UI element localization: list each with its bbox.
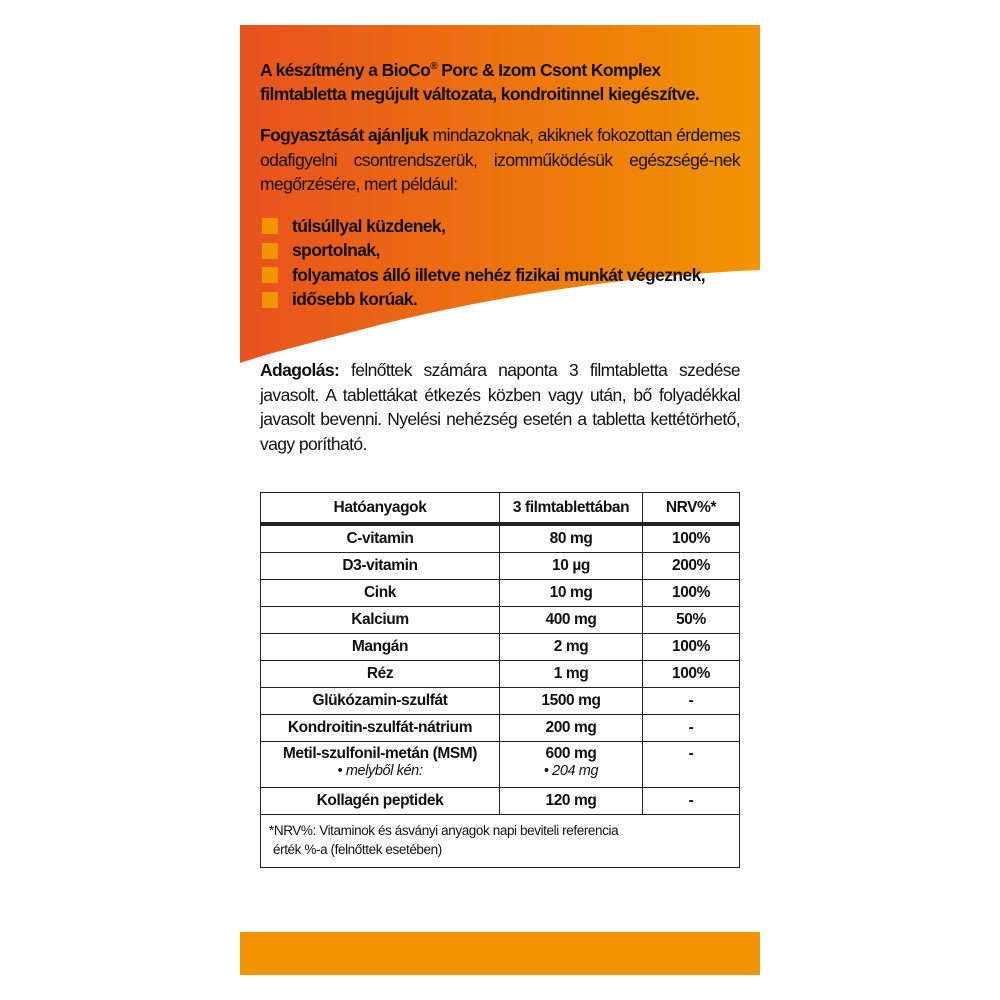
bullet-square-icon [262,243,278,259]
list-item: idősebb korúak. [262,288,705,313]
bottom-orange-bar [240,932,760,975]
table-header-row: Hatóanyagok 3 filmtablettában NRV%* [261,493,740,525]
list-item: sportolnak, [262,239,705,264]
table-row: Kondroitin-szulfát-nátrium 200 mg - [261,715,740,742]
table-row: C-vitamin 80 mg 100% [261,524,740,553]
bullet-square-icon [262,267,278,283]
dosage-text: Adagolás: felnőttek számára naponta 3 filmtabletta szedése javasolt. A tablettákat étkezés közben vagy után, bő folyadékkal javasolt bevenni. Nyelési nehézség esetén a tabletta kettétörhető, vagy porítható. [260,360,740,454]
table-row: Cink 10 mg 100% [261,580,740,607]
table-row: Mangán 2 mg 100% [261,634,740,661]
bullet-square-icon [262,292,278,308]
intro-text: A készítmény a BioCo® Porc & Izom Csont Komplex filmtabletta megújult változata, kondroitinnel kiegészítve. [260,59,700,104]
table-row: Kollagén peptidek 120 mg - [261,788,740,815]
table-row: Kalcium 400 mg 50% [261,607,740,634]
table-row: Glükózamin-szulfát 1500 mg - [261,688,740,715]
table-footnote: *NRV%: Vitaminok és ásványi anyagok napi beviteli referencia érték %-a (felnőttek esetében) [261,815,740,868]
recommendation-text: Fogyasztását ajánljuk mindazoknak, akiknek fokozottan érdemes odafigyelni csontrendszerük, izomműködésük egészségé-nek megőrzésére, mert például: [260,125,741,194]
list-item: túlsúllyal küzdenek, [262,214,705,239]
table-row: D3-vitamin 10 µg 200% [261,553,740,580]
target-group-list [262,214,705,312]
table-row: Réz 1 mg 100% [261,661,740,688]
list-item: folyamatos álló illetve nehéz fizikai munkát végeznek, [262,263,705,288]
ingredients-table [260,492,740,868]
bullet-square-icon [262,218,278,234]
table-row: Metil-szulfonil-metán (MSM) • melyből kén: 600 mg • 204 mg - [261,742,740,788]
